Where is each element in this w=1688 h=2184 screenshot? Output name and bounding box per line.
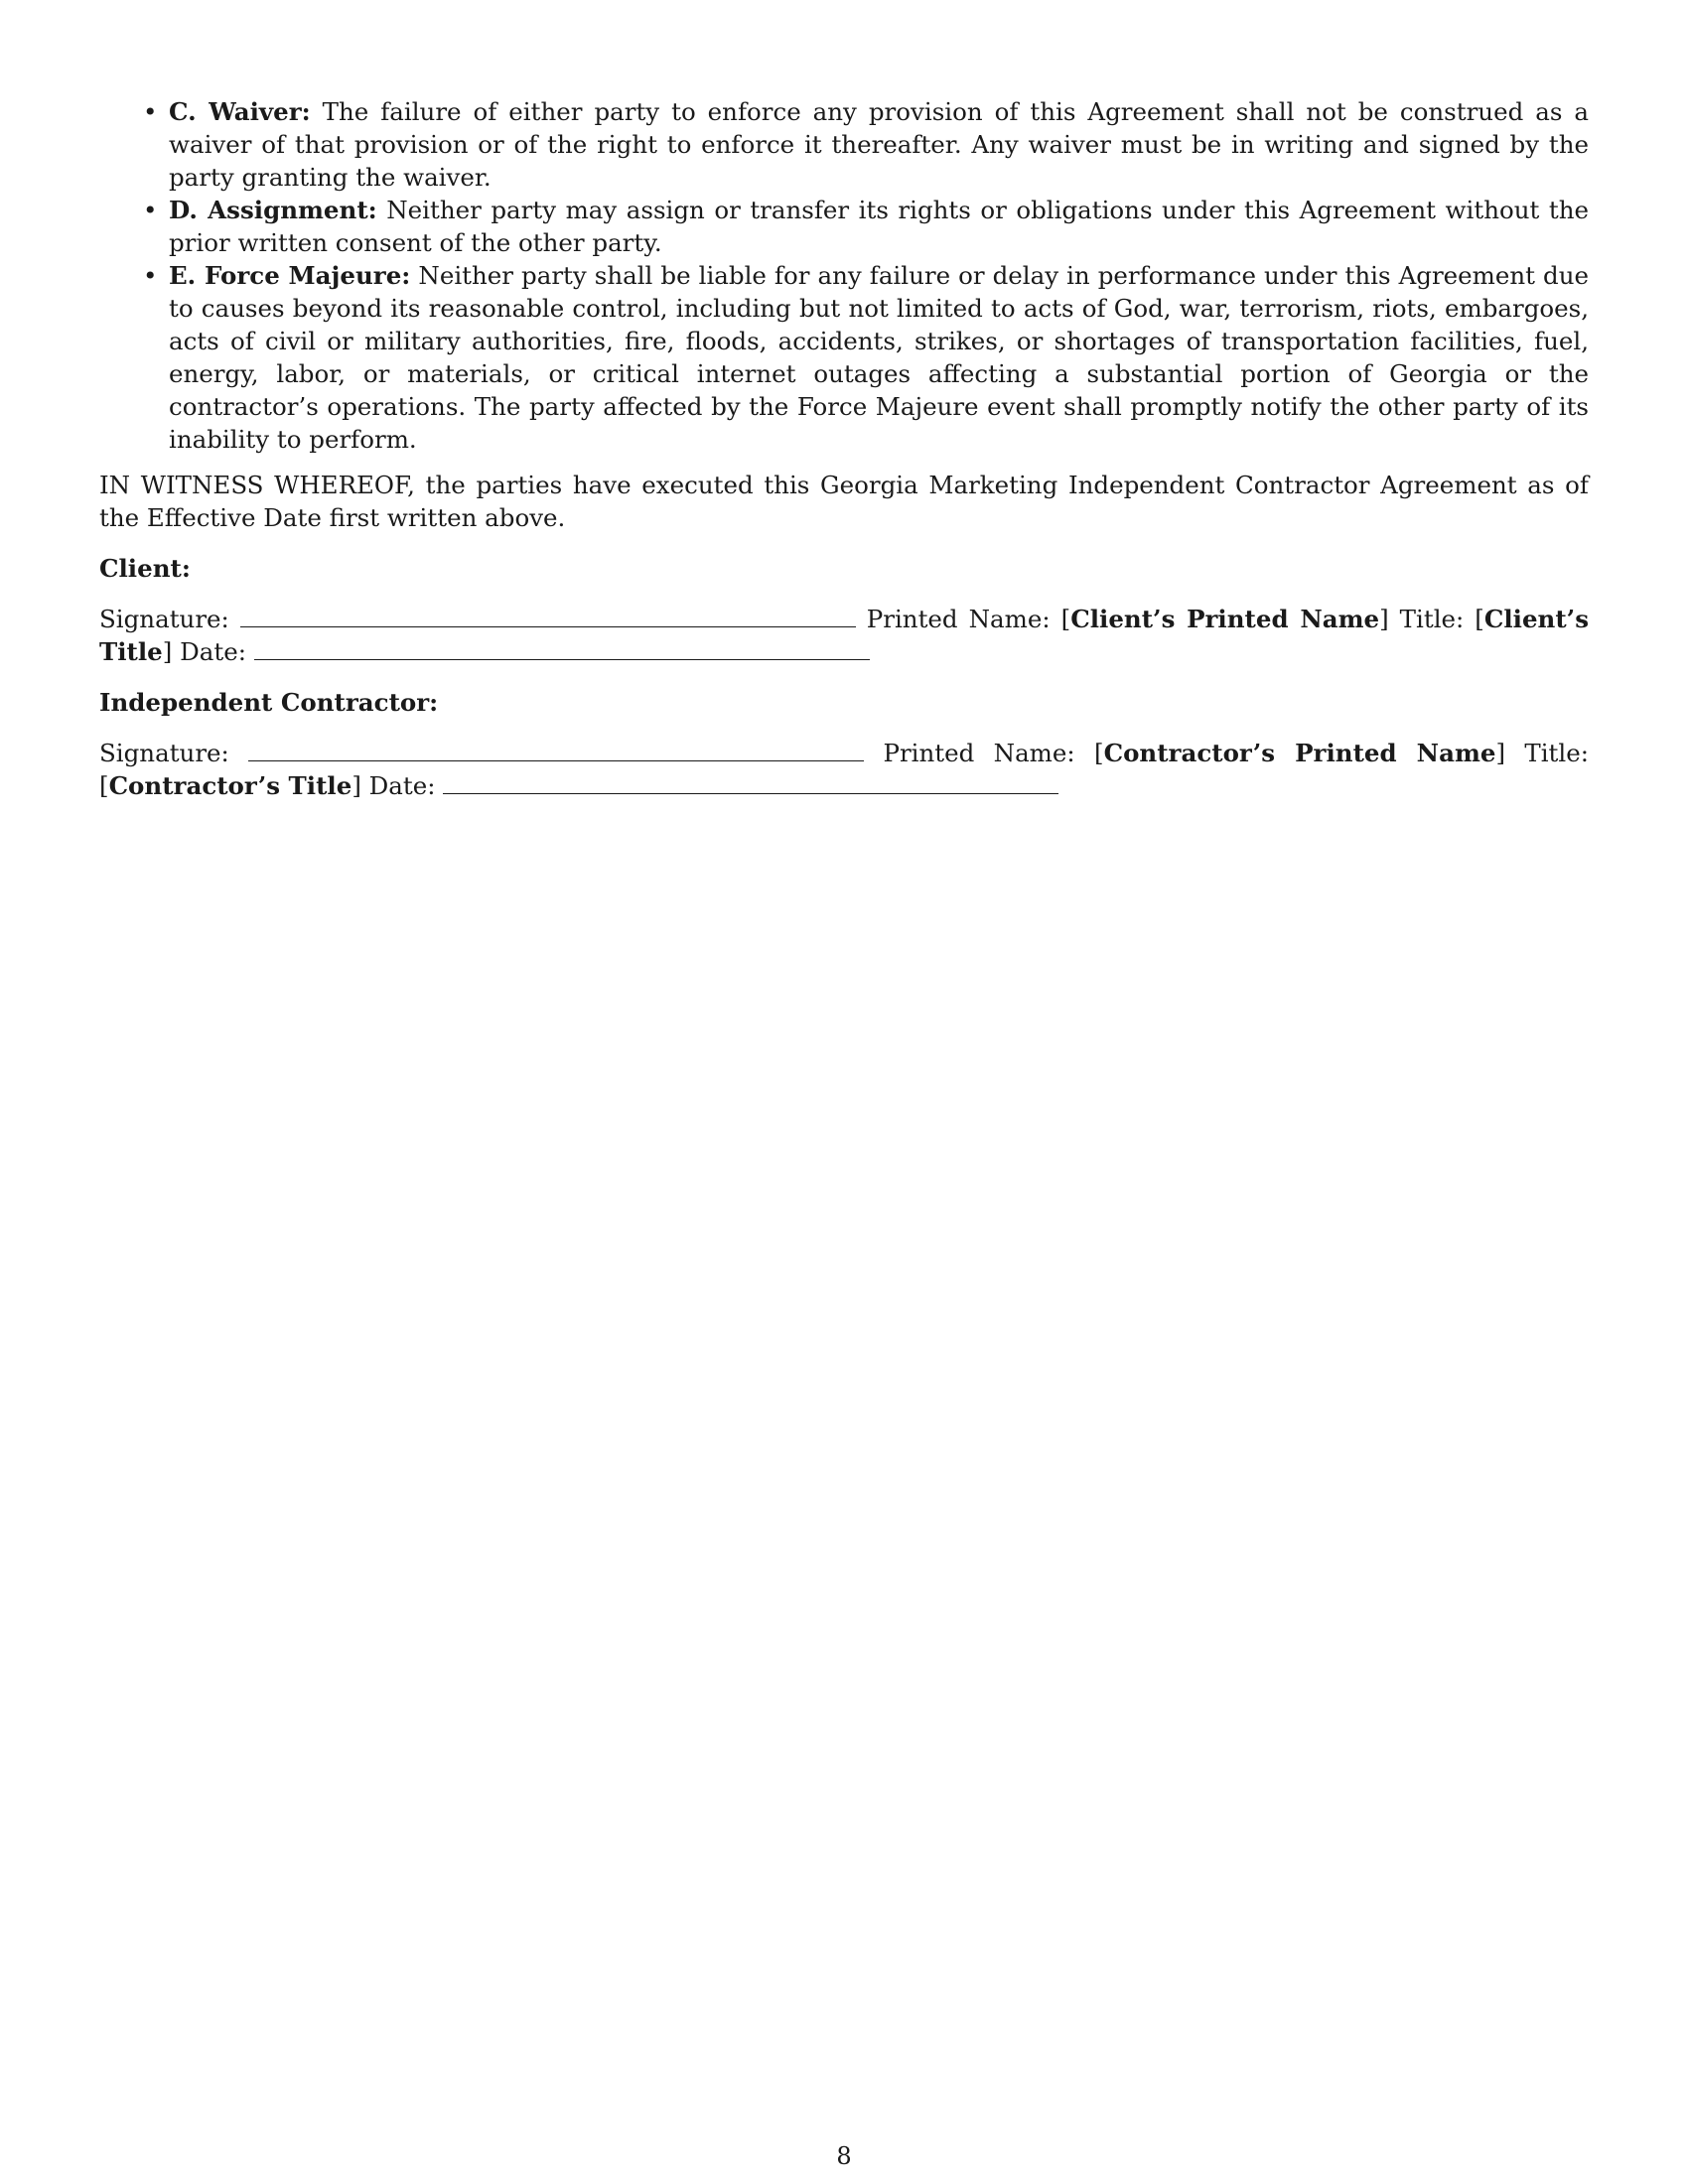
client-signature-line[interactable] bbox=[240, 607, 856, 627]
client-title-value: Client’s Title bbox=[99, 605, 1589, 666]
contractor-date-line[interactable] bbox=[443, 773, 1058, 794]
clause-text: Neither party may assign or transfer its rights or obligations under this Agreement without the prior written consent of the other party. bbox=[169, 196, 1589, 257]
clause-label: E. Force Majeure: bbox=[169, 261, 411, 290]
contractor-signature-block: Signature: Printed Name: [Contractor’s Printed Name] Title: [Contractor’s Title] Date: bbox=[99, 739, 1589, 800]
clause-waiver bbox=[143, 95, 1589, 194]
client-date-label: Date: bbox=[172, 637, 254, 666]
clause-force-majeure bbox=[143, 259, 1590, 456]
client-printed-name-value: Client’s Printed Name bbox=[1070, 605, 1380, 633]
client-signature-block: Signature: Printed Name: [Client’s Printed Name] Title: [Client’s Title] Date: bbox=[99, 605, 1589, 666]
clause-text: The failure of either party to enforce any provision of this Agreement shall not be construed as a waiver of that provision or of the right to enforce it thereafter. Any waiver must be in writing and signed by the party granting the waiver. bbox=[169, 97, 1589, 192]
document-page bbox=[99, 95, 1589, 802]
page-number: 8 bbox=[836, 2142, 852, 2170]
contractor-date-label: Date: bbox=[360, 771, 444, 800]
contractor-heading: Independent Contractor: bbox=[99, 688, 439, 717]
contractor-printed-name-value: Contractor’s Printed Name bbox=[1103, 739, 1496, 767]
clause-label: C. Waiver: bbox=[169, 97, 311, 126]
client-heading: Client: bbox=[99, 554, 191, 583]
bullet-icon: • bbox=[143, 261, 158, 290]
contractor-title-label: Title: bbox=[1505, 739, 1589, 767]
clause-assignment bbox=[143, 194, 1589, 259]
client-printed-name-label: Printed Name: bbox=[855, 605, 1061, 633]
clause-text: Neither party shall be liable for any failure or delay in performance under this Agreement due to causes beyond its reasonable control, including but not limited to acts of God, war, terrorism, riots, embargoes, acts of civil or military authorities, fire, floods, accidents, strikes, or shortages of transportation facilities, fuel, energy, labor, or materials, or critical internet outages affecting a substantial portion of Georgia or the contractor’s operations. The party affected by the Force Majeure event shall promptly notify the other party of its inability to perform. bbox=[169, 261, 1590, 454]
contractor-printed-name-label: Printed Name: bbox=[864, 739, 1095, 767]
clause-label: D. Assignment: bbox=[169, 196, 377, 224]
contractor-title-value: Contractor’s Title bbox=[108, 771, 352, 800]
bullet-icon: • bbox=[143, 196, 158, 224]
client-signature-label: Signature: bbox=[99, 605, 240, 633]
contractor-signature-line[interactable] bbox=[248, 741, 864, 761]
clause-list bbox=[99, 95, 1589, 456]
witness-paragraph: IN WITNESS WHEREOF, the parties have executed this Georgia Marketing Independent Contractor Agreement as of the Effective Date first written above. bbox=[99, 471, 1589, 532]
bullet-icon: • bbox=[143, 97, 158, 126]
client-title-label: Title: bbox=[1388, 605, 1476, 633]
client-date-line[interactable] bbox=[254, 639, 870, 660]
contractor-signature-label: Signature: bbox=[99, 739, 249, 767]
